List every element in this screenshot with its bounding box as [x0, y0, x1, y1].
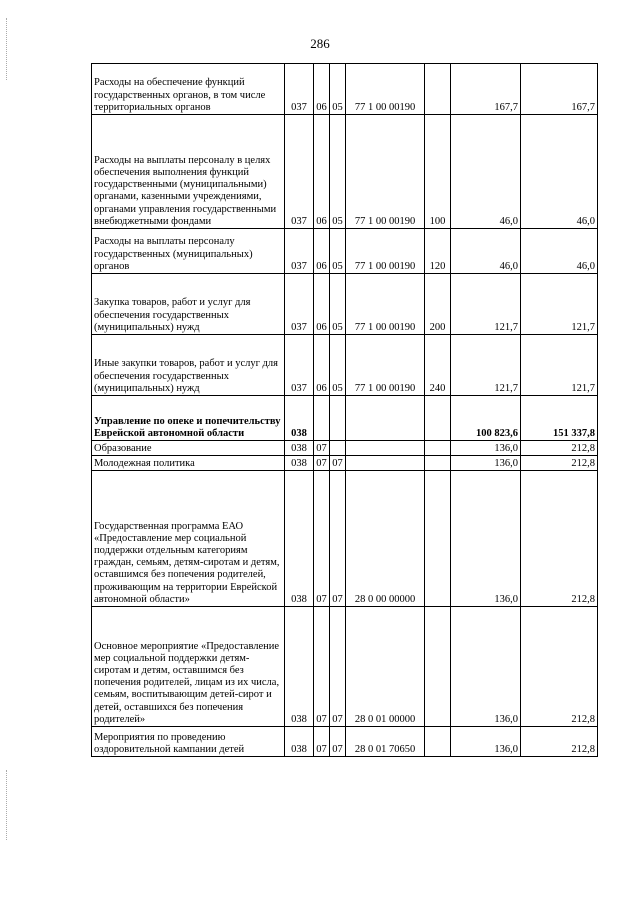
cell-sum-2: 212,8: [521, 607, 598, 727]
cell-sum-1: 136,0: [451, 727, 521, 757]
cell-sum-2: 46,0: [521, 229, 598, 274]
cell-target-article: 77 1 00 00190: [346, 274, 425, 335]
cell-sum-1: 100 823,6: [451, 396, 521, 441]
cell-expense-type: [425, 607, 451, 727]
cell-target-article: 28 0 01 70650: [346, 727, 425, 757]
cell-name: Основное мероприятие «Предоставление мер социальной поддержки детям-сиротам и детям, оставшимся без попечения родителей, лицам из их числа, семьям, воспитывающим детей-сирот и детей, оставшихся без попечения родителей»: [92, 607, 285, 727]
cell-expense-type: 200: [425, 274, 451, 335]
cell-subsection: 05: [330, 64, 346, 115]
cell-section: 07: [314, 471, 330, 607]
table-row: [92, 441, 598, 456]
table-row: [92, 274, 598, 335]
table-row: [92, 115, 598, 229]
cell-target-article: 28 0 01 00000: [346, 607, 425, 727]
table-row: [92, 335, 598, 396]
cell-sum-2: 212,8: [521, 441, 598, 456]
cell-section: 06: [314, 274, 330, 335]
table-row: [92, 396, 598, 441]
cell-expense-type: [425, 396, 451, 441]
table-row: [92, 229, 598, 274]
table-row: [92, 727, 598, 757]
cell-target-article: 77 1 00 00190: [346, 64, 425, 115]
cell-ministry: 037: [285, 229, 314, 274]
cell-section: 06: [314, 335, 330, 396]
cell-expense-type: [425, 727, 451, 757]
cell-ministry: 038: [285, 471, 314, 607]
cell-target-article: 77 1 00 00190: [346, 335, 425, 396]
cell-name: Иные закупки товаров, работ и услуг для обеспечения государственных (муниципальных) нужд: [92, 335, 285, 396]
cell-subsection: 07: [330, 456, 346, 471]
cell-expense-type: [425, 441, 451, 456]
cell-ministry: 038: [285, 441, 314, 456]
cell-sum-1: 46,0: [451, 115, 521, 229]
cell-ministry: 038: [285, 456, 314, 471]
cell-subsection: 05: [330, 229, 346, 274]
cell-name: Расходы на выплаты персоналу в целях обеспечения выполнения функций государственными (муниципальными) органами, казенными учреждениями, органами управления государственными внебюджетными фондами: [92, 115, 285, 229]
cell-target-article: 28 0 00 00000: [346, 471, 425, 607]
cell-name: Государственная программа ЕАО «Предоставление мер социальной поддержки отдельным категориям граждан, семьям, детям-сиротам и детям, оставшимся без попечения родителей, проживающим на территории Еврейской автономной области»: [92, 471, 285, 607]
cell-target-article: [346, 396, 425, 441]
table-row: [92, 64, 598, 115]
cell-subsection: 05: [330, 274, 346, 335]
cell-name: Управление по опеке и попечительству Еврейской автономной области: [92, 396, 285, 441]
cell-subsection: 07: [330, 727, 346, 757]
cell-expense-type: 240: [425, 335, 451, 396]
cell-target-article: [346, 456, 425, 471]
budget-table: [91, 63, 598, 757]
cell-sum-2: 121,7: [521, 335, 598, 396]
cell-expense-type: [425, 471, 451, 607]
cell-ministry: 038: [285, 727, 314, 757]
cell-ministry: 037: [285, 115, 314, 229]
cell-name: Расходы на выплаты персоналу государственных (муниципальных) органов: [92, 229, 285, 274]
cell-sum-1: 136,0: [451, 471, 521, 607]
cell-expense-type: 120: [425, 229, 451, 274]
margin-scan-marks: [6, 18, 10, 80]
cell-sum-2: 212,8: [521, 727, 598, 757]
cell-expense-type: [425, 64, 451, 115]
cell-expense-type: 100: [425, 115, 451, 229]
cell-name: Мероприятия по проведению оздоровительной кампании детей: [92, 727, 285, 757]
cell-sum-1: 121,7: [451, 335, 521, 396]
cell-sum-2: 167,7: [521, 64, 598, 115]
cell-section: 06: [314, 64, 330, 115]
cell-ministry: 037: [285, 64, 314, 115]
cell-target-article: 77 1 00 00190: [346, 229, 425, 274]
cell-name: Закупка товаров, работ и услуг для обеспечения государственных (муниципальных) нужд: [92, 274, 285, 335]
cell-sum-1: 136,0: [451, 456, 521, 471]
cell-name: Образование: [92, 441, 285, 456]
cell-section: 06: [314, 229, 330, 274]
table-row: [92, 456, 598, 471]
cell-section: 07: [314, 607, 330, 727]
cell-target-article: [346, 441, 425, 456]
cell-section: 07: [314, 441, 330, 456]
table-row: [92, 471, 598, 607]
cell-sum-1: 121,7: [451, 274, 521, 335]
cell-section: 07: [314, 727, 330, 757]
cell-name: Молодежная политика: [92, 456, 285, 471]
cell-sum-2: 46,0: [521, 115, 598, 229]
cell-section: [314, 396, 330, 441]
cell-ministry: 037: [285, 335, 314, 396]
cell-sum-1: 136,0: [451, 441, 521, 456]
cell-sum-1: 136,0: [451, 607, 521, 727]
cell-ministry: 038: [285, 607, 314, 727]
cell-sum-2: 212,8: [521, 471, 598, 607]
cell-sum-1: 167,7: [451, 64, 521, 115]
cell-sum-2: 151 337,8: [521, 396, 598, 441]
cell-subsection: [330, 396, 346, 441]
cell-subsection: 05: [330, 115, 346, 229]
cell-expense-type: [425, 456, 451, 471]
table-row: [92, 607, 598, 727]
cell-subsection: [330, 441, 346, 456]
margin-scan-marks: [6, 770, 10, 840]
cell-ministry: 037: [285, 274, 314, 335]
cell-section: 07: [314, 456, 330, 471]
cell-target-article: 77 1 00 00190: [346, 115, 425, 229]
cell-section: 06: [314, 115, 330, 229]
cell-name: Расходы на обеспечение функций государственных органов, в том числе территориальных органов: [92, 64, 285, 115]
budget-table-body: [92, 64, 598, 757]
cell-sum-1: 46,0: [451, 229, 521, 274]
cell-ministry: 038: [285, 396, 314, 441]
cell-subsection: 07: [330, 471, 346, 607]
cell-subsection: 05: [330, 335, 346, 396]
cell-subsection: 07: [330, 607, 346, 727]
page-number: 286: [310, 36, 330, 51]
cell-sum-2: 121,7: [521, 274, 598, 335]
cell-sum-2: 212,8: [521, 456, 598, 471]
